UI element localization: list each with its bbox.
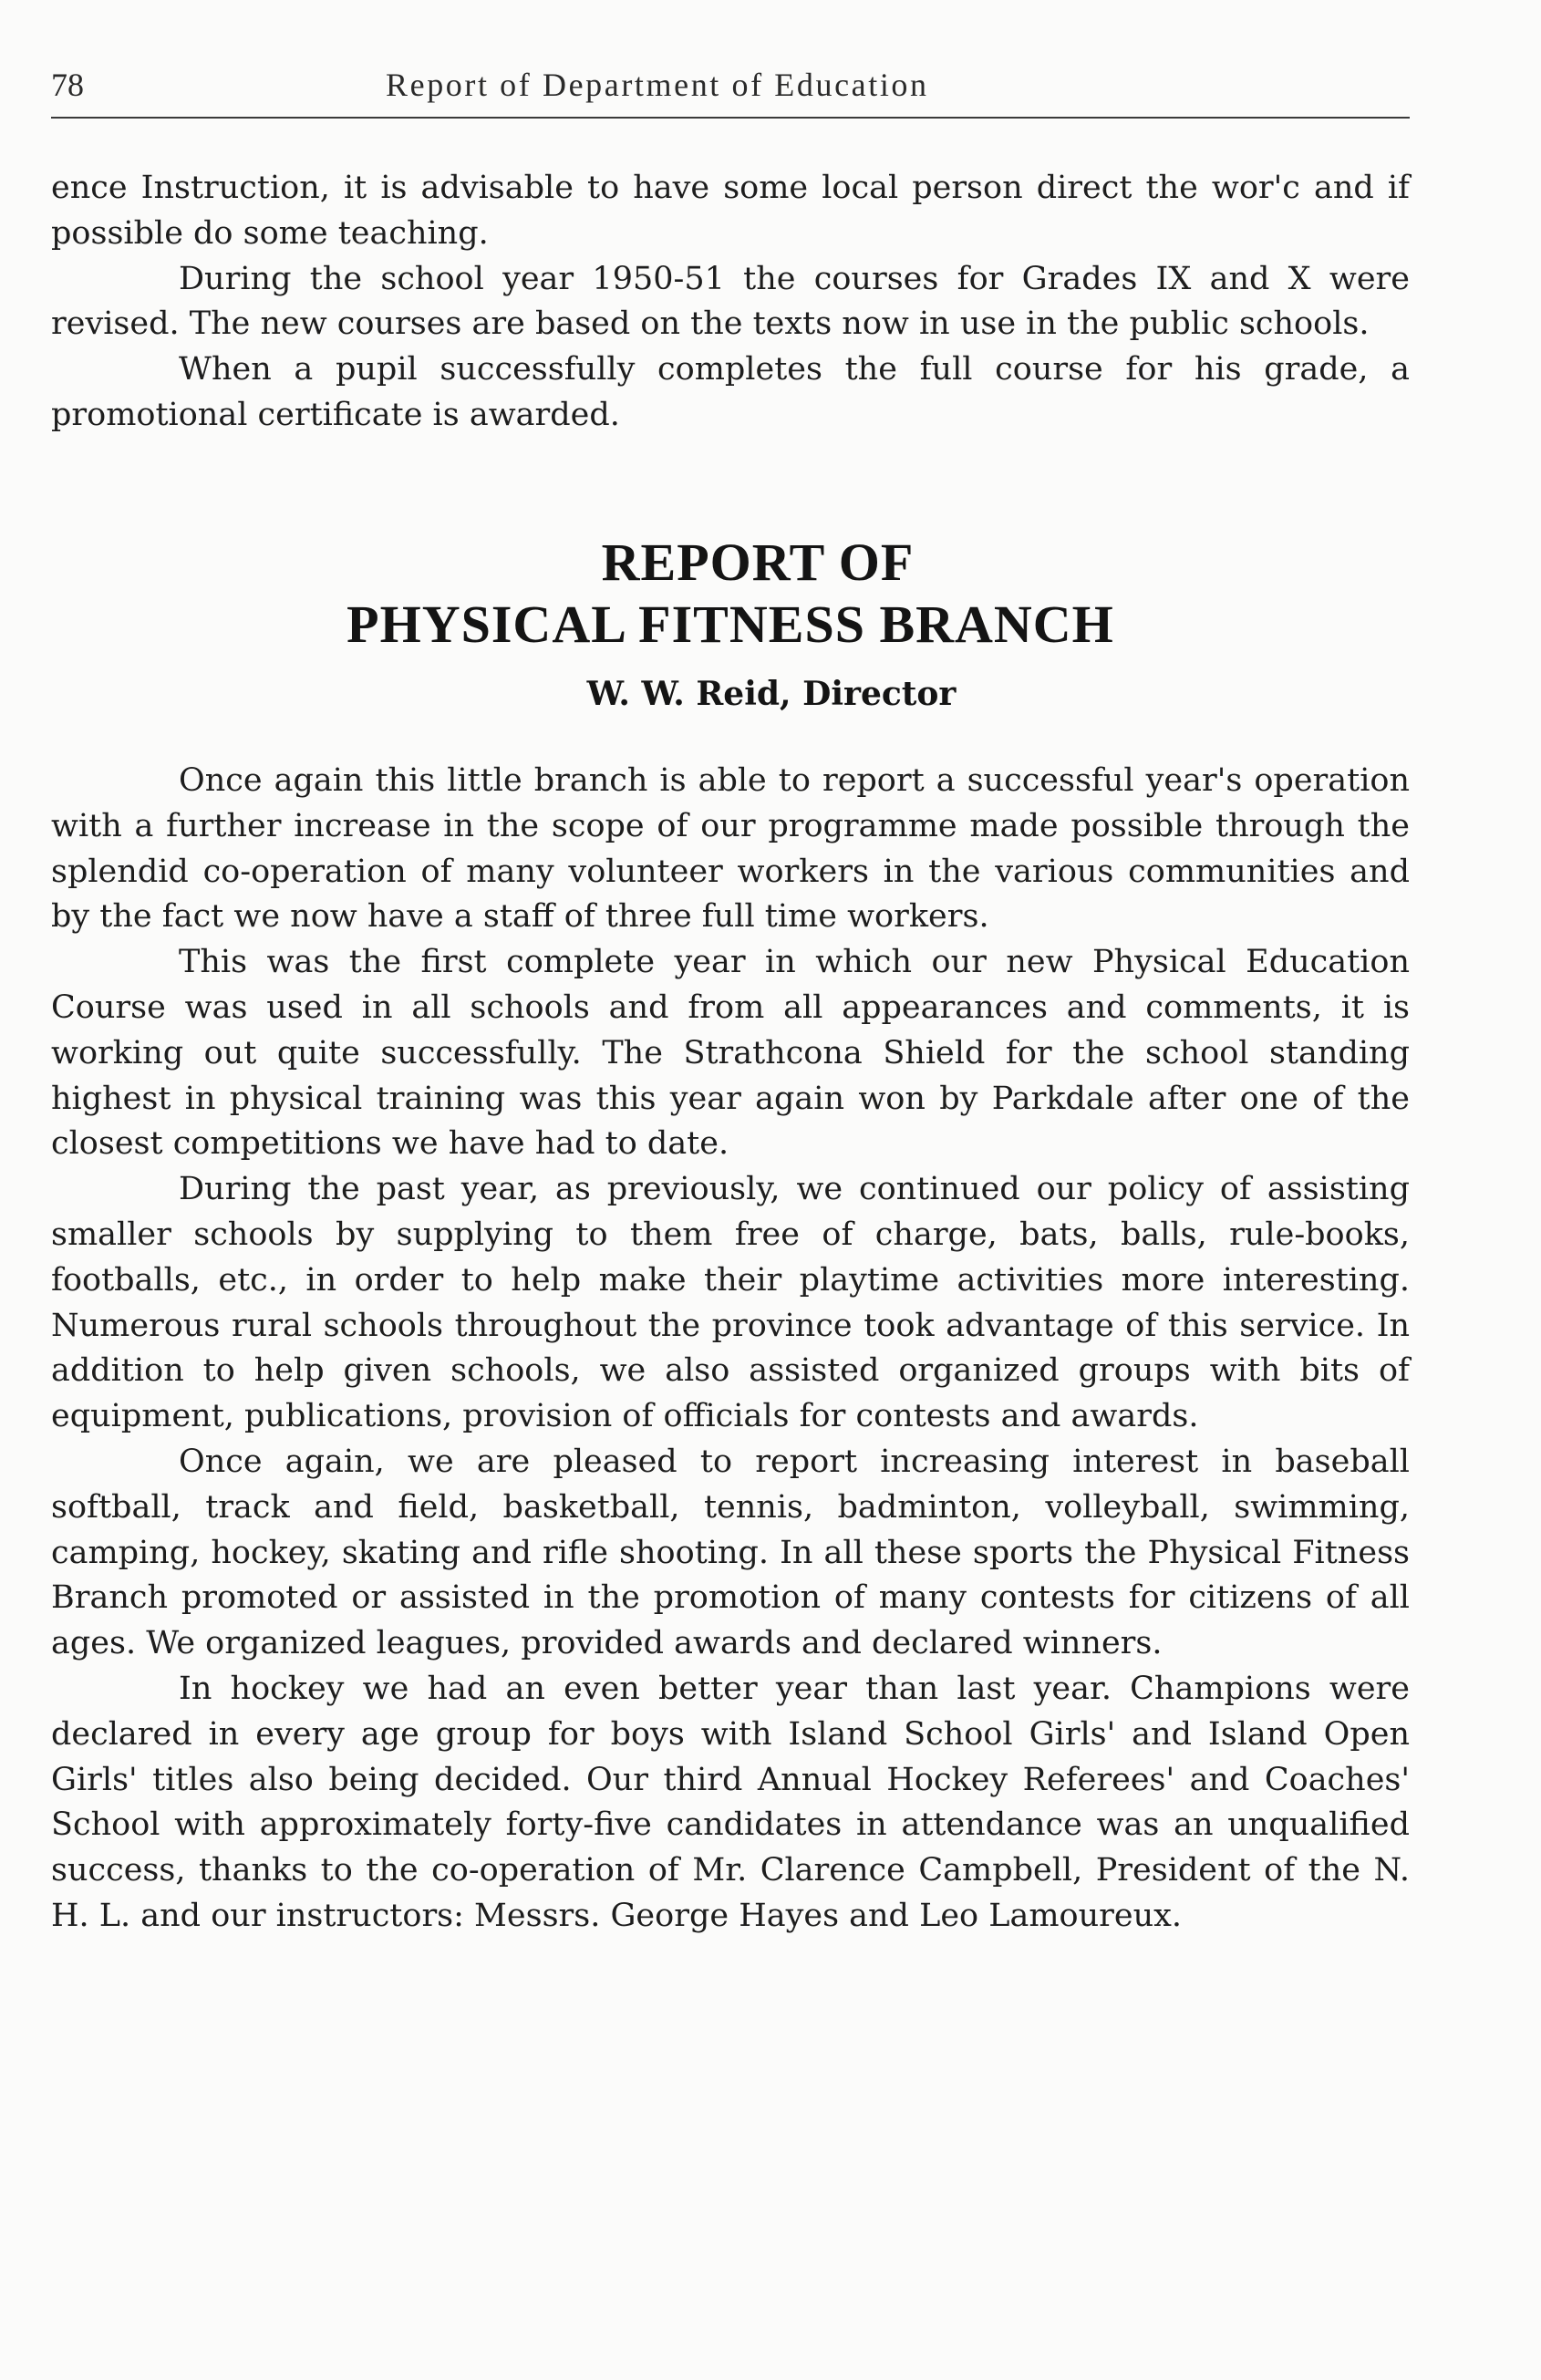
report-paragraph-3: During the past year, as previously, we continued our policy of assisting smaller schools by supplying to them free of charge, bats, balls, rule-books, footballs, etc., in order to help make their playtime activities more interesting. Numerous rural schools throughout the province took advantage of this service. In addition to help given schools, we also assisted organized groups with bits of equipment, publications, provision of officials for contests and awards.: [51, 1171, 1410, 1435]
report-paragraph-4: Once again, we are pleased to report increasing interest in baseball softball, track and field, basketball, tennis, badminton, volleyball, swimming, camping, hockey, skating and rifle shooting. In all these sports the Physical Fitness Branch promoted or assisted in the promotion of many contests for citizens of all ages. We organized leagues, provided awards and declared winners.: [51, 1443, 1410, 1662]
intro-paragraph-1: ence Instruction, it is advisable to have some local person direct the wor'c and if possible do some teaching.: [51, 170, 1410, 252]
report-paragraph-1: Once again this little branch is able to report a successful year's operation with a further increase in the scope of our programme made possible through the splendid co-operation of many volunteer workers in the various communities and by the fact we now have a staff of three full time workers.: [51, 762, 1410, 936]
intro-text: [51, 166, 1410, 439]
section-title-line-1: REPORT OF: [601, 533, 915, 592]
report-paragraph-2: This was the first complete year in which our new Physical Education Course was used in all schools and from all appearances and comments, it is working out quite successfully. The Strathcona Shield for the school standing highest in physical training was this year again won by Parkdale after one of the closest competitions we have had to date.: [51, 944, 1410, 1163]
report-body: [51, 759, 1410, 1940]
running-header: [51, 55, 1410, 113]
running-title: Report of Department of Education: [386, 67, 929, 103]
intro-paragraph-2: During the school year 1950-51 the courses for Grades IX and X were revised. The new courses are based on the texts now in use in the public schools.: [51, 260, 1410, 343]
header-rule: [51, 117, 1410, 119]
document-page: [51, 55, 1410, 1934]
page-number: 78: [51, 67, 84, 103]
intro-paragraph-3: When a pupil successfully completes the full course for his grade, a promotional certificate is awarded.: [51, 351, 1410, 433]
section-title-line-2: PHYSICAL FITNESS BRANCH: [346, 595, 1114, 654]
section-byline: W. W. Reid, Director: [586, 675, 957, 713]
report-paragraph-5: In hockey we had an even better year than last year. Champions were declared in every age group for boys with Island School Girls' and Island Open Girls' titles also being decided. Our third Annual Hockey Referees' and Coaches' School with approximately forty-five candidates in attendance was an unqualified success, thanks to the co-operation of Mr. Clarence Campbell, President of the N. H. L. and our instructors: Messrs. George Hayes and Leo Lamoureux.: [51, 1670, 1410, 1934]
